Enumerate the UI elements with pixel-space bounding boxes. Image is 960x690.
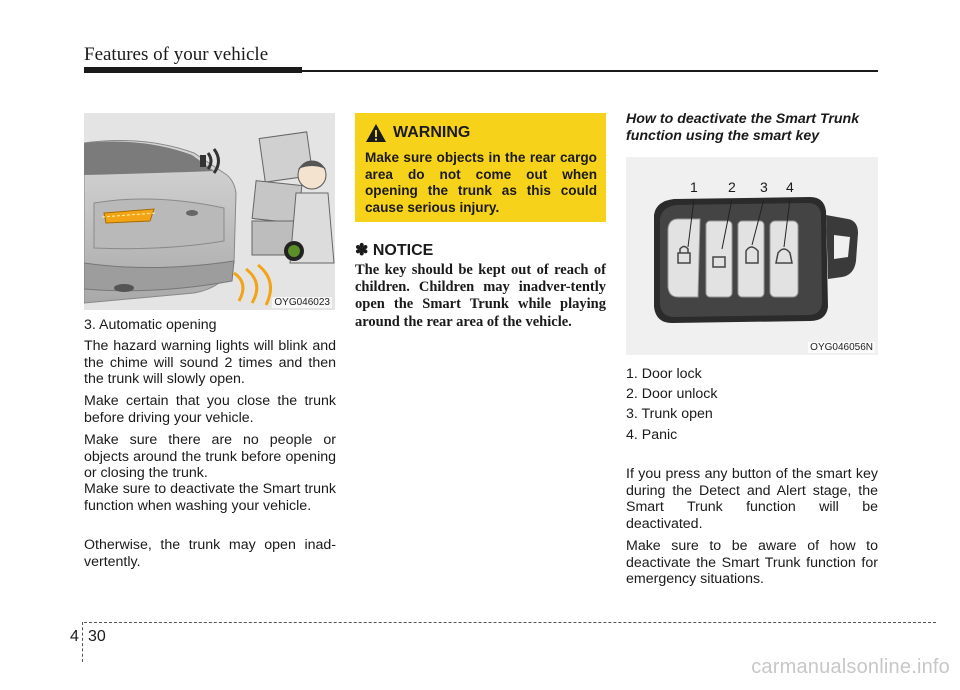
watermark: carmanualsonline.info [751, 656, 950, 678]
notice-text: The key should be kept out of reach of children. Children may inadver-tently open the Smart Trunk while playing around the rear area of the vehicle. [355, 262, 606, 330]
list-item: 3. Trunk open [626, 406, 713, 422]
paragraph: If you press any button of the smart key during the Detect and Alert stage, the Smart Trunk function will be deactivated. [626, 466, 878, 532]
paragraph: Make sure to deactivate the Smart trunk function when washing your vehicle. [84, 481, 336, 514]
figure-smart-key [626, 157, 878, 355]
list-heading-automatic-opening: 3. Automatic opening [84, 317, 217, 333]
callout-label: 2 [728, 179, 736, 195]
figure-code: OYG046023 [274, 297, 330, 308]
figure-code: OYG046056N [810, 342, 873, 353]
warning-title: WARNING [393, 124, 471, 141]
footer-divider [82, 622, 83, 662]
figure-smart-trunk-illustration [84, 113, 335, 310]
header-rule-thin [302, 70, 878, 72]
warning-header [365, 123, 470, 143]
section-title-deactivate: How to deactivate the Smart Trunk function using the smart key [626, 111, 860, 144]
page-header-title: Features of your vehicle [84, 44, 269, 65]
header-rule-thick [84, 67, 302, 73]
paragraph: Make sure there are no people or objects around the trunk before opening or closing the trunk. [84, 432, 336, 482]
warning-text: Make sure objects in the rear cargo area do not come out when opening the trunk as this could cause serious injury. [365, 150, 597, 215]
car-trunk-illustration-icon [84, 113, 335, 310]
chapter-number: 4 [70, 628, 79, 645]
notice-title: ✽ NOTICE [355, 242, 434, 259]
paragraph: Make sure to be aware of how to deactivate the Smart Trunk function for emergency situations. [626, 538, 878, 588]
page-number: 30 [88, 628, 106, 645]
callout-label: 4 [786, 179, 794, 195]
callout-label: 1 [690, 179, 698, 195]
paragraph: Otherwise, the trunk may open inad-vertently. [84, 537, 336, 570]
footer-rule [84, 622, 936, 623]
list-item: 1. Door lock [626, 366, 702, 382]
warning-box [355, 113, 606, 222]
callout-label: 3 [760, 179, 768, 195]
list-item: 2. Door unlock [626, 386, 718, 402]
paragraph: The hazard warning lights will blink and the chime will sound 2 times and then the trunk will slowly open. [84, 338, 336, 388]
warning-triangle-icon [365, 123, 387, 143]
smart-key-icon [626, 157, 878, 355]
paragraph: Make certain that you close the trunk before driving your vehicle. [84, 393, 336, 426]
list-item: 4. Panic [626, 427, 678, 443]
